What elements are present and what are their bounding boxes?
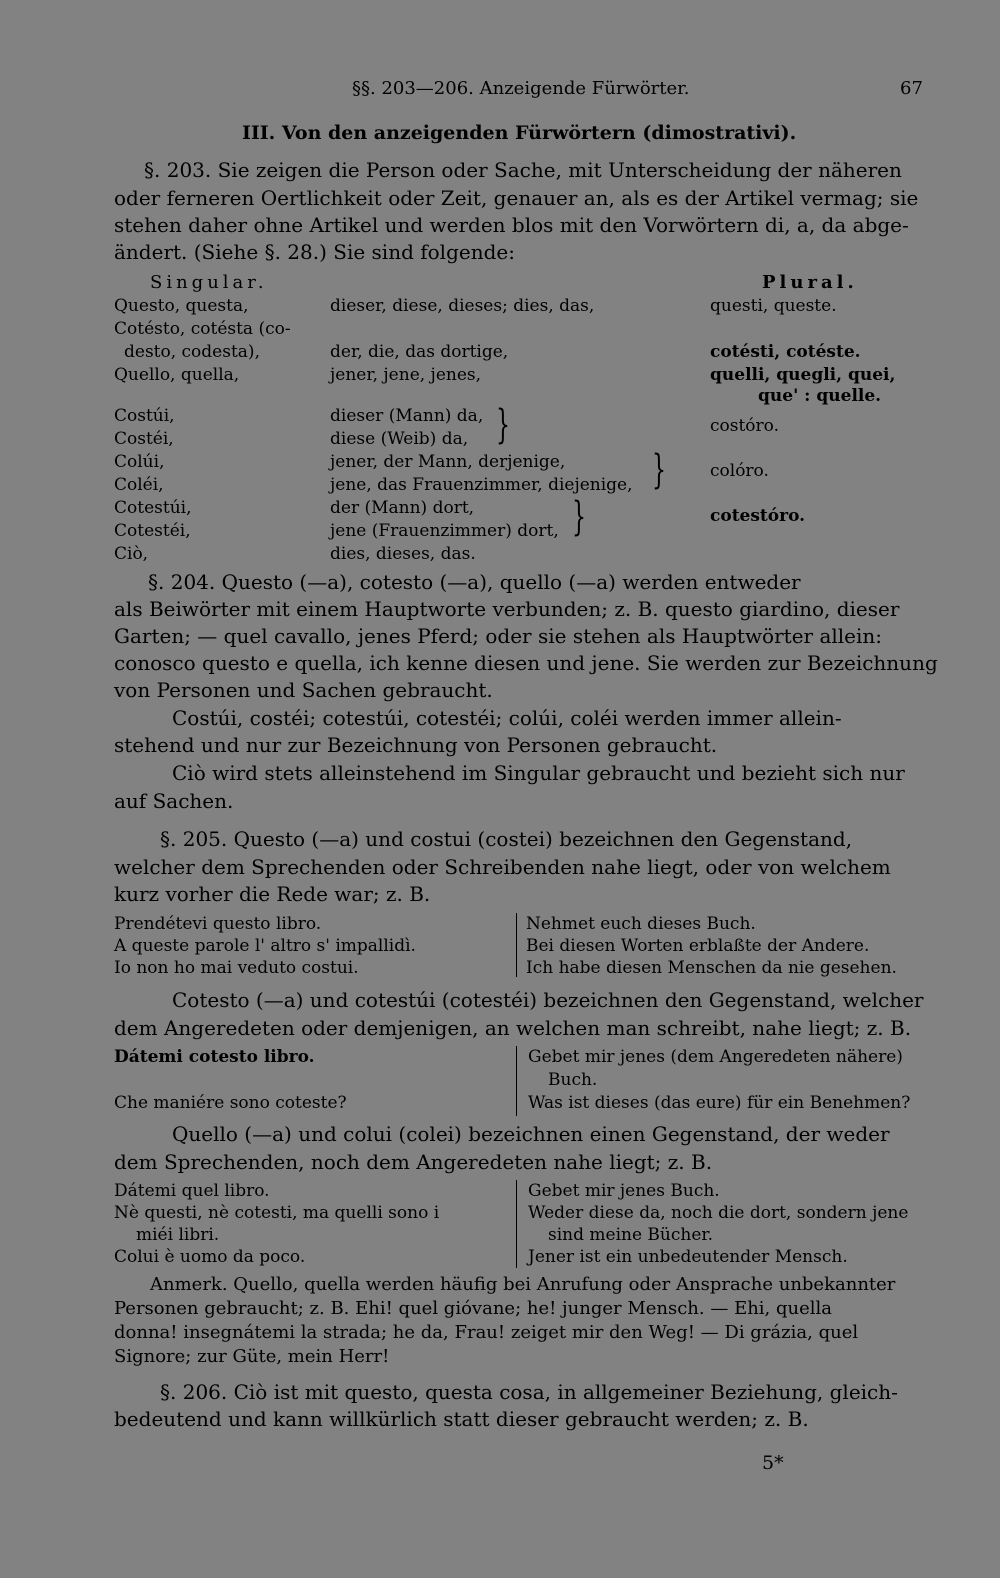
p206-line-1: §. 206. Ciò ist mit questo, questa cosa, in allgemeiner Beziehung, gleich- — [160, 1380, 898, 1404]
table-cell-it: Cotésto, cotésta (co- — [114, 319, 291, 339]
table-cell-de: diese (Weib) da, — [330, 429, 469, 449]
example-de: Was ist dieses (das eure) für ein Benehmen? — [528, 1093, 911, 1113]
column-divider — [516, 1046, 517, 1116]
example-de: Gebet mir jenes Buch. — [528, 1181, 720, 1201]
example-it: miéi libri. — [136, 1225, 220, 1245]
table-cell-it: Coléi, — [114, 475, 164, 495]
example-de: Buch. — [548, 1070, 598, 1090]
example-de: Jener ist ein unbedeutender Mensch. — [528, 1247, 848, 1267]
note-line-1: Anmerk. Quello, quella werden häufig bei Anrufung oder Ansprache unbekannter — [150, 1274, 896, 1295]
p204-line-8: Ciò wird stets alleinstehend im Singular gebraucht und bezieht sich nur — [172, 761, 905, 785]
table-cell-it: Cotestéi, — [114, 521, 191, 541]
table-cell-de: jene, das Frauenzimmer, diejenige, — [330, 475, 633, 495]
p203-line-3: stehen daher ohne Artikel und werden blos mit den Vorwörtern di, a, da abge- — [114, 213, 909, 237]
example-de: Ich habe diesen Menschen da nie gesehen. — [526, 958, 897, 978]
table-cell-pl: que' : quelle. — [758, 386, 882, 406]
table-cell-pl: questi, queste. — [710, 296, 837, 316]
section-title: III. Von den anzeigenden Fürwörtern (dimostrativi). — [242, 122, 797, 144]
example-it: Colui è uomo da poco. — [114, 1247, 306, 1267]
note-line-3: donna! insegnátemi la strada; he da, Frau! zeiget mir den Weg! — Di grázia, quel — [114, 1322, 859, 1343]
table-cell-de: jener, der Mann, derjenige, — [330, 452, 566, 472]
brace-icon: } — [572, 494, 586, 540]
brace-icon: } — [496, 402, 510, 448]
example-de: sind meine Bücher. — [548, 1225, 714, 1245]
plural-group: cotestóro. — [710, 506, 806, 526]
table-cell-de: dieser, diese, dieses; dies, das, — [330, 296, 595, 316]
table-cell-de: dies, dieses, das. — [330, 544, 476, 564]
table-cell-de: der, die, das dortige, — [330, 342, 509, 362]
p203-line-2: oder ferneren Oertlichkeit oder Zeit, genauer an, als es der Artikel vermag; sie — [114, 186, 919, 210]
table-cell-it: Costéi, — [114, 429, 174, 449]
p206-line-2: bedeutend und kann willkürlich statt dieser gebraucht werden; z. B. — [114, 1407, 809, 1431]
p-cotesto-line-1: Cotesto (—a) und cotestúi (cotestéi) bezeichnen den Gegenstand, welcher — [172, 988, 924, 1012]
p-quello-line-2: dem Sprechenden, noch dem Angeredeten nahe liegt; z. B. — [114, 1150, 713, 1174]
p-quello-line-1: Quello (—a) und colui (colei) bezeichnen einen Gegenstand, der weder — [172, 1122, 890, 1146]
example-de: Bei diesen Worten erblaßte der Andere. — [526, 936, 870, 956]
p205-line-2: welcher dem Sprechenden oder Schreibenden nahe liegt, oder von welchem — [114, 855, 891, 879]
p204-line-4: conosco questo e quella, ich kenne diesen und jene. Sie werden zur Bezeichnung — [114, 651, 938, 675]
p-cotesto-line-2: dem Angeredeten oder demjenigen, an welchen man schreibt, nahe liegt; z. B. — [114, 1016, 912, 1040]
table-cell-it: desto, codesta), — [124, 342, 260, 362]
table-cell-pl: quelli, quegli, quei, — [710, 365, 896, 385]
column-divider — [516, 913, 517, 977]
note-line-2: Personen gebraucht; z. B. Ehi! quel gióvane; he! junger Mensch. — Ehi, quella — [114, 1298, 833, 1319]
table-cell-it: Cotestúi, — [114, 498, 192, 518]
note-line-4: Signore; zur Güte, mein Herr! — [114, 1346, 390, 1367]
singular-header: Singular. — [150, 272, 268, 293]
example-it: Nè questi, nè cotesti, ma quelli sono i — [114, 1203, 440, 1223]
table-cell-it: Colúi, — [114, 452, 165, 472]
p203-line-1: §. 203. Sie zeigen die Person oder Sache, mit Unterscheidung der näheren — [144, 158, 902, 182]
example-it: Dátemi quel libro. — [114, 1181, 270, 1201]
signature-mark: 5* — [762, 1452, 784, 1474]
example-de: Nehmet euch dieses Buch. — [526, 914, 756, 934]
plural-group: colóro. — [710, 461, 769, 481]
example-de: Weder diese da, noch die dort, sondern jene — [528, 1203, 909, 1223]
p204-line-6: Costúi, costéi; cotestúi, cotestéi; colúi, coléi werden immer allein- — [172, 706, 842, 730]
table-cell-de: jene (Frauenzimmer) dort, — [330, 521, 559, 541]
plural-header: Plural. — [762, 272, 858, 293]
p204-line-1: §. 204. Questo (—a), cotesto (—a), quello (—a) werden entweder — [148, 570, 801, 594]
brace-icon: } — [652, 447, 666, 493]
p205-line-3: kurz vorher die Rede war; z. B. — [114, 882, 431, 906]
table-cell-it: Costúi, — [114, 406, 175, 426]
table-cell-de: dieser (Mann) da, — [330, 406, 484, 426]
example-it: Dátemi cotesto libro. — [114, 1047, 315, 1067]
p204-line-5: von Personen und Sachen gebraucht. — [114, 678, 493, 702]
table-cell-it: Quello, quella, — [114, 365, 240, 385]
table-cell-de: jener, jene, jenes, — [330, 365, 482, 385]
example-it: A queste parole l' altro s' impallidì. — [114, 936, 416, 956]
p205-line-1: §. 205. Questo (—a) und costui (costei) bezeichnen den Gegenstand, — [160, 827, 853, 851]
example-it: Io non ho mai veduto costui. — [114, 958, 359, 978]
running-title: §§. 203—206. Anzeigende Fürwörter. — [352, 78, 690, 99]
p204-line-3: Garten; — quel cavallo, jenes Pferd; oder sie stehen als Hauptwörter allein: — [114, 624, 883, 648]
page-number: 67 — [900, 78, 923, 99]
p204-line-9: auf Sachen. — [114, 789, 234, 813]
table-cell-de: der (Mann) dort, — [330, 498, 475, 518]
table-cell-it: Questo, questa, — [114, 296, 249, 316]
column-divider — [516, 1180, 517, 1268]
example-it: Prendétevi questo libro. — [114, 914, 322, 934]
p203-line-4: ändert. (Siehe §. 28.) Sie sind folgende: — [114, 240, 515, 264]
example-de: Gebet mir jenes (dem Angeredeten nähere) — [528, 1047, 903, 1067]
p204-line-2: als Beiwörter mit einem Hauptworte verbunden; z. B. questo giardino, dieser — [114, 597, 900, 621]
table-cell-it: Ciò, — [114, 544, 149, 564]
example-it: Che maniére sono coteste? — [114, 1093, 347, 1113]
plural-group: costóro. — [710, 416, 780, 436]
p204-line-7: stehend und nur zur Bezeichnung von Personen gebraucht. — [114, 733, 718, 757]
table-cell-pl: cotésti, cotéste. — [710, 342, 861, 362]
